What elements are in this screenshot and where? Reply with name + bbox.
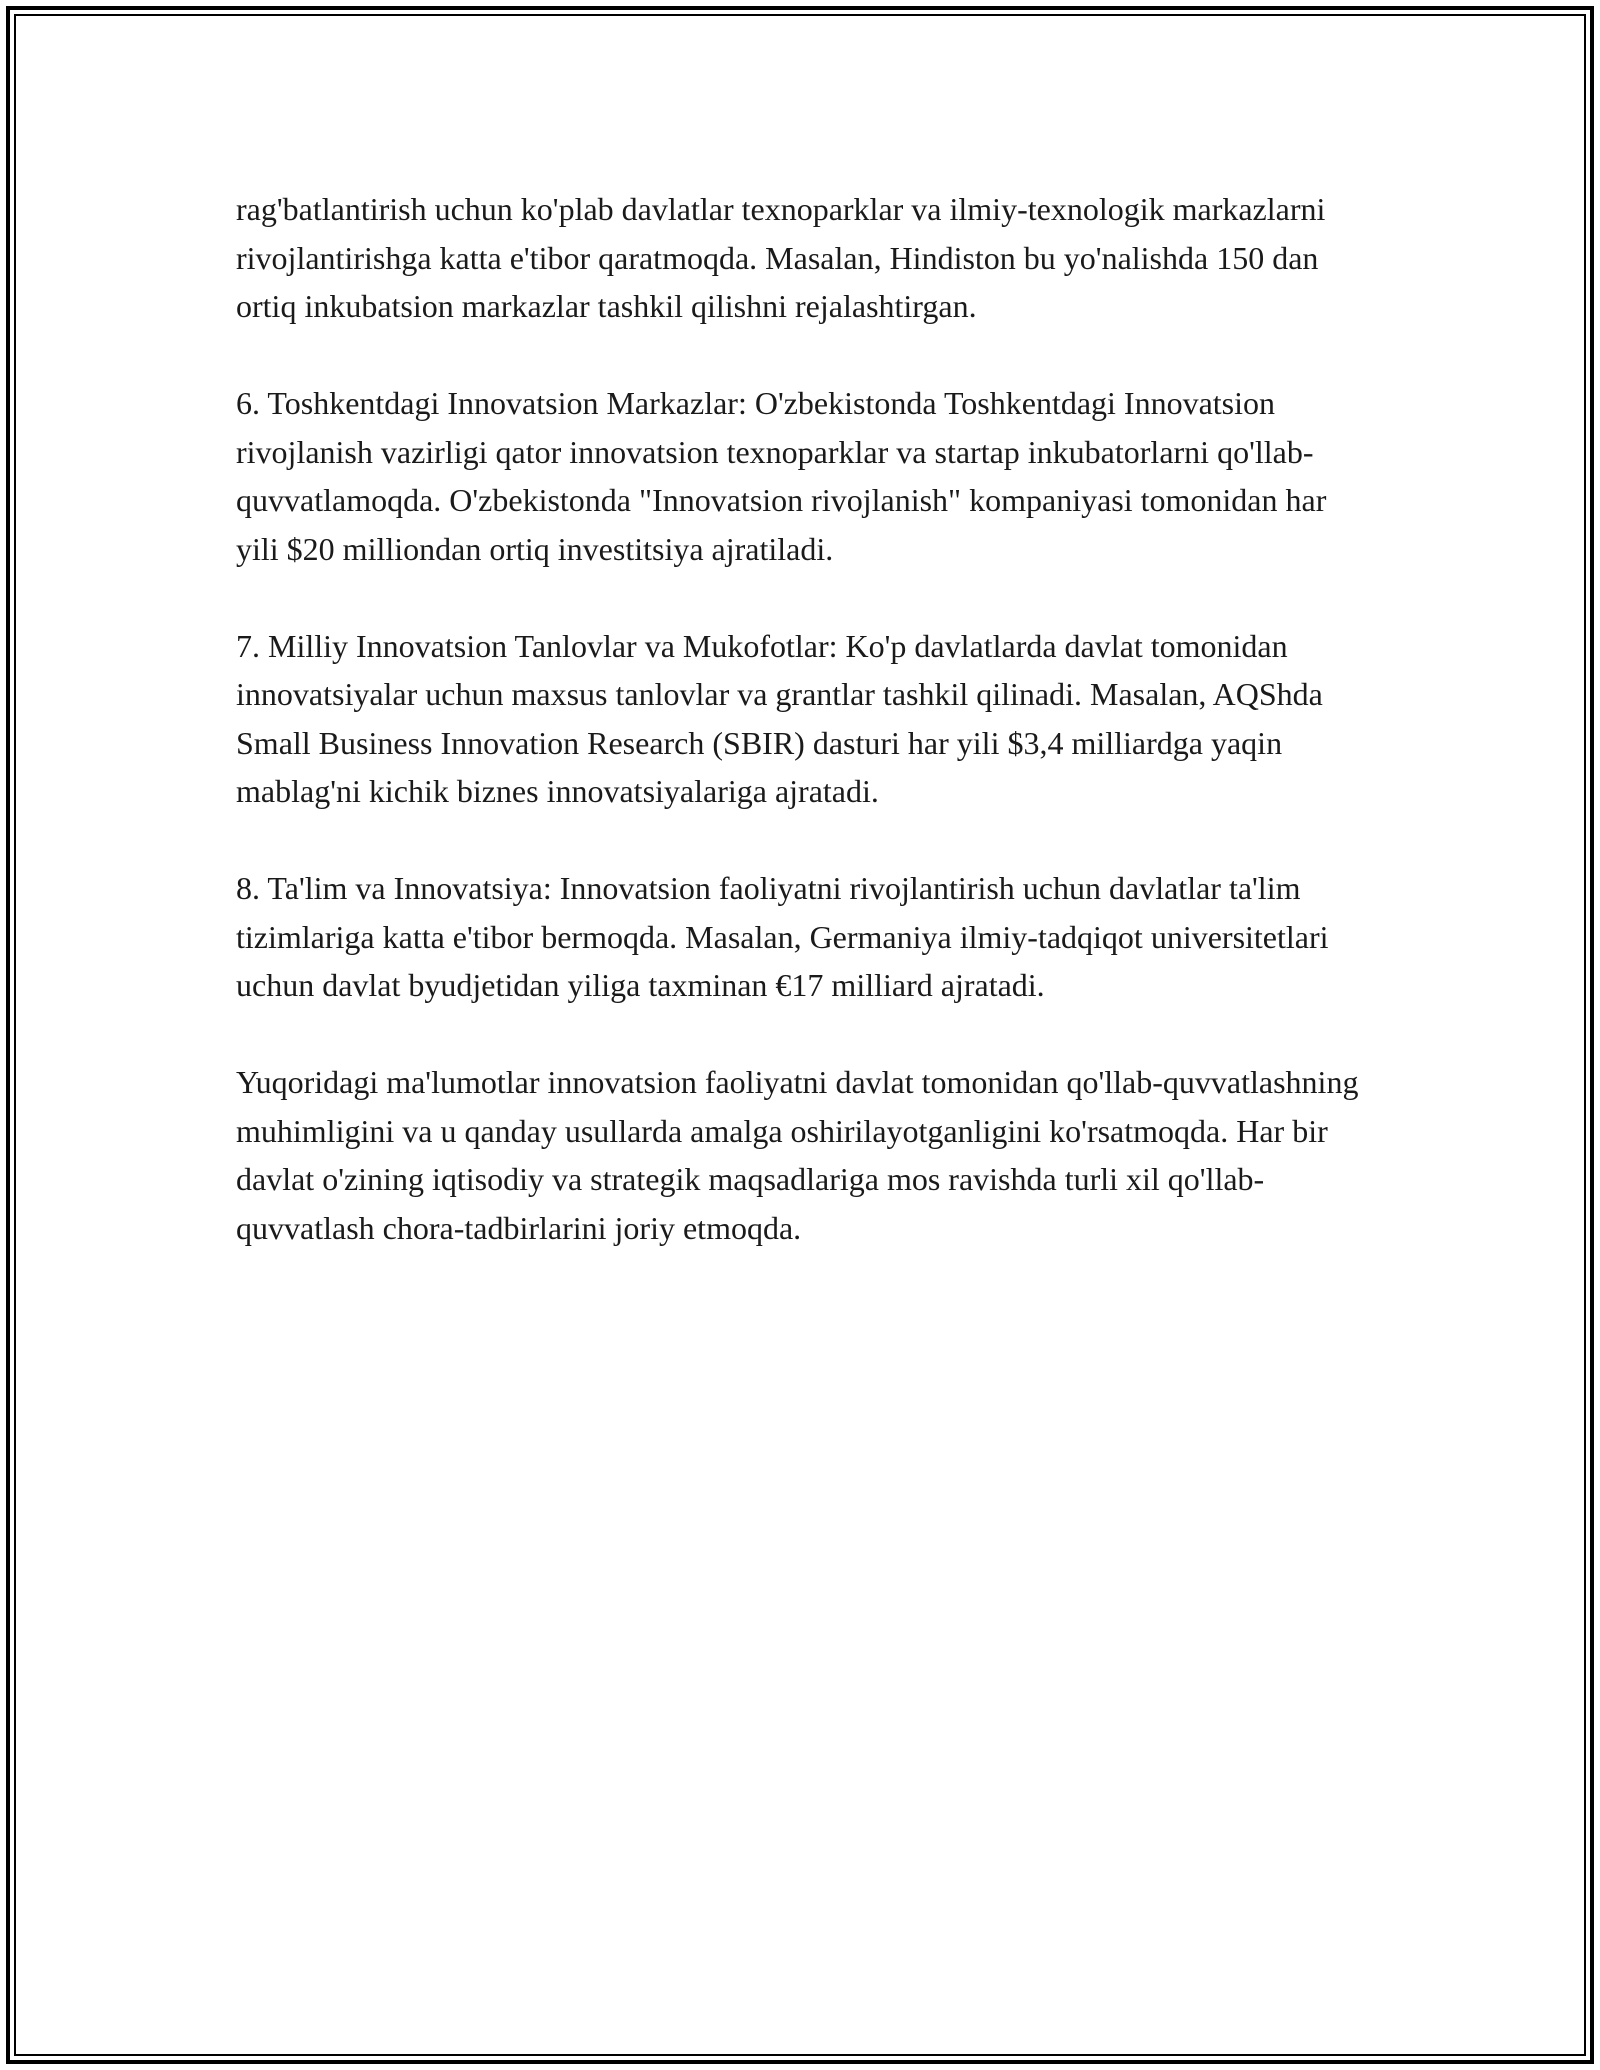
paragraph-item-8: 8. Ta'lim va Innovatsiya: Innovatsion faoliyatni rivojlantirish uchun davlatlar ta'lim tizimlariga katta e'tibor bermoqda. Masalan, Germaniya ilmiy-tadqiqot universitetlari uchun davlat byudjetidan yiliga taxminan €17 milliard ajratadi. [236, 870, 1329, 1003]
paragraph-continuation: rag'batlantirish uchun ko'plab davlatlar texnoparklar va ilmiy-texnologik markazlarni rivojlantirishga katta e'tibor qaratmoqda. Masalan, Hindiston bu yo'nalishda 150 dan ortiq inkubatsion markazlar tashkil qilishni rejalashtirgan. [236, 191, 1326, 324]
paragraph-item-7: 7. Milliy Innovatsion Tanlovlar va Mukofotlar: Ko'p davlatlarda davlat tomonidan innovatsiyalar uchun maxsus tanlovlar va grantlar tashkil qilinadi. Masalan, AQShda Small Business Innovation Research (SBIR) dasturi har yili $3,4 milliardga yaqin mablag'ni kichik biznes innovatsiyalariga ajratadi. [236, 627, 1323, 809]
document-body [236, 185, 1366, 1252]
paragraph-item-6: 6. Toshkentdagi Innovatsion Markazlar: O'zbekistonda Toshkentdagi Innovatsion rivojlanish vazirligi qator innovatsion texnoparklar va startap inkubatorlarni qo'llab-quvvatlamoqda. O'zbekistonda "Innovatsion rivojlanish" kompaniyasi tomonidan har yili $20 milliondan ortiq investitsiya ajratiladi. [236, 385, 1327, 567]
paragraph-conclusion: Yuqoridagi ma'lumotlar innovatsion faoliyatni davlat tomonidan qo'llab-quvvatlashning muhimligini va u qanday usullarda amalga oshirilayotganligini ko'rsatmoqda. Har bir davlat o'zining iqtisodiy va strategik maqsadlariga mos ravishda turli xil qo'llab-quvvatlash chora-tadbirlarini joriy etmoqda. [236, 1064, 1359, 1246]
